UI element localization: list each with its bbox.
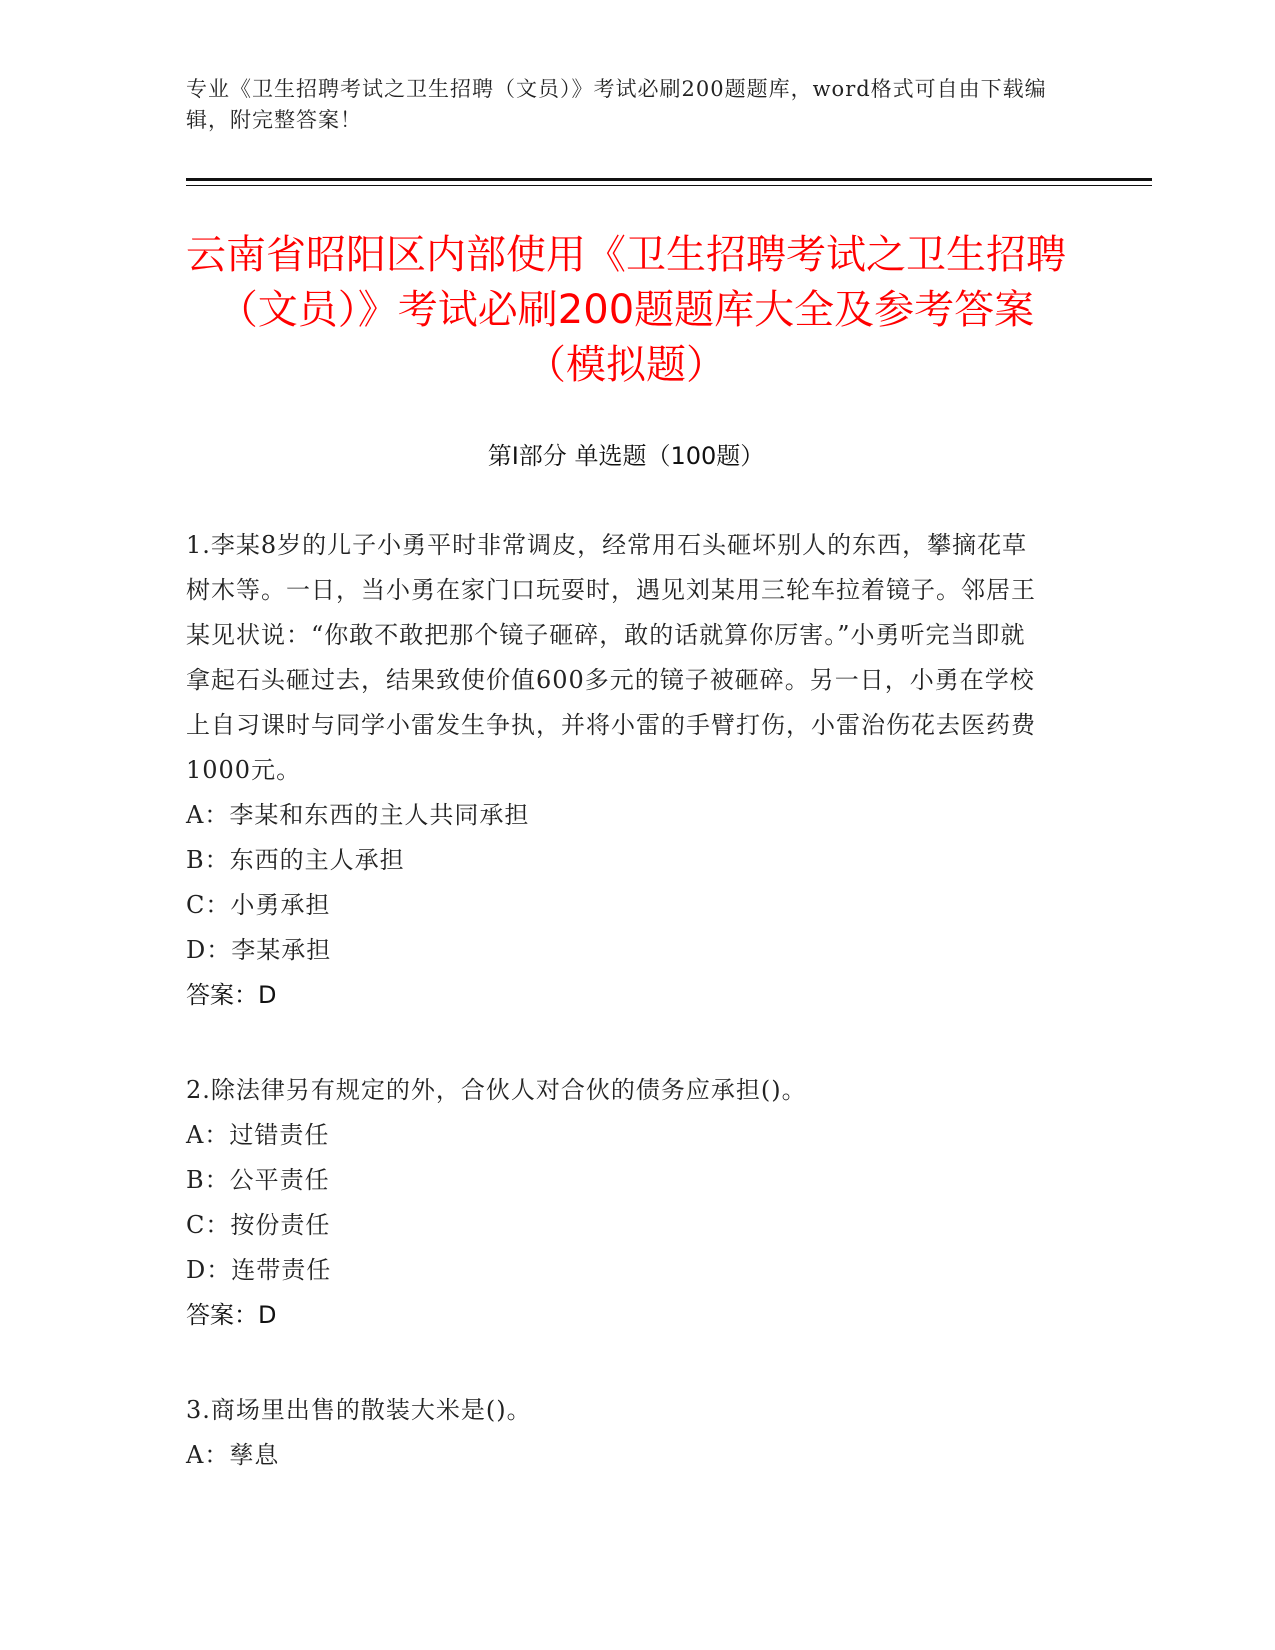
option-c: C：小勇承担 (186, 891, 331, 919)
option-d: D：李某承担 (186, 936, 332, 964)
option-b: B：公平责任 (186, 1166, 330, 1194)
answer-text: 答案：D (186, 1301, 277, 1329)
question-block (186, 1068, 1046, 1338)
option-d: D：连带责任 (186, 1256, 332, 1284)
question-block (186, 1388, 1046, 1478)
option-c: C：按份责任 (186, 1211, 331, 1239)
document-title: 云南省昭阳区内部使用《卫生招聘考试之卫生招聘（文员）》考试必刷200题题库大全及参考答案（模拟题） (186, 232, 1066, 388)
intro-text: 专业《卫生招聘考试之卫生招聘（文员）》考试必刷200题题库，word格式可自由下载编辑，附完整答案！ (186, 77, 1047, 132)
question-block (186, 523, 1046, 1018)
option-a: A：过错责任 (186, 1121, 330, 1149)
header-divider-thin (186, 185, 1152, 186)
question-stem: 3.商场里出售的散装大米是()。 (186, 1396, 532, 1424)
answer-text: 答案：D (186, 981, 277, 1009)
header-divider-thick (186, 178, 1152, 181)
option-a: A：孳息 (186, 1441, 280, 1469)
section-heading: 第Ⅰ部分 单选题（100题） (487, 442, 765, 470)
option-b: B：东西的主人承担 (186, 846, 405, 874)
question-stem: 2.除法律另有规定的外，合伙人对合伙的债务应承担()。 (186, 1076, 807, 1104)
question-stem: 1.李某8岁的儿子小勇平时非常调皮，经常用石头砸坏别人的东西，攀摘花草树木等。一日，当小勇在家门口玩耍时，遇见刘某用三轮车拉着镜子。邻居王某见状说：“你敢不敢把那个镜子砸碎，敢的话就算你厉害。”小勇听完当即就拿起石头砸过去，结果致使价值600多元的镜子被砸碎。另一日，小勇在学校上自习课时与同学小雷发生争执，并将小雷的手臂打伤，小雷治伤花去医药费1000元。 (186, 531, 1036, 784)
option-a: A：李某和东西的主人共同承担 (186, 801, 530, 829)
